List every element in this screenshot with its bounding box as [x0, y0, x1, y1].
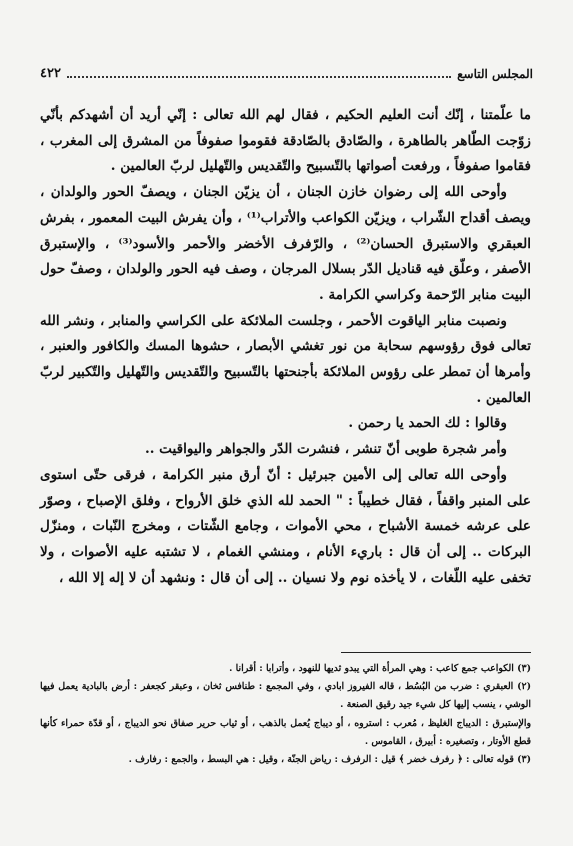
footnotes	[40, 660, 531, 769]
header-dotted-leader	[67, 76, 451, 78]
footnote-separator	[341, 652, 531, 653]
paragraph: ما علّمتنا ، إنّك أنت العليم الحكيم ، فقال لهم الله تعالى : إنّي أريد أن أشهدكم بأنّي زوّجت الطّاهر بالطاهرة ، والصّادق بالصّادقة فقوموا صفوفاً من المشرق إلى المغرب ، فقاموا صفوفاً ، ورفعت أصواتها بالتّسبيح والتّقديس والتّهليل لربّ العالمين .	[40, 107, 531, 175]
paragraph: وأوحى الله إلى رضوان خازن الجنان ، أن يزيّن الجنان ، ويصفّ الحور والولدان ، ويصف أقداح الشّراب ، ويزيّن الكواعب والأتراب⁽¹⁾ ، وأن يفرش البيت المعمور ، بفرش العبقري والاستبرق الحسان⁽²⁾ ، والرّفرف الأخضر والأحمر والأسود⁽³⁾ ، والإستبرق الأصفر ، وعلّق فيه قناديل الدّر بسلال المرجان ، وصف فيه الحور والولدان ، وصفّ حول البيت منابر الرّحمة وكراسي الكرامة .	[40, 184, 531, 303]
footnote: (٣) قوله تعالى : ﴿ رفرف خضر ﴾ قيل : الرفرف : رياض الجنّة ، وقيل : هي البسط ، والجمع : رفارف .	[128, 754, 531, 766]
paragraph: وقالوا : لك الحمد يا رحمن .	[348, 415, 507, 432]
footnote: (٢) العبقري : ضرب من البُسُط ، قاله الفيروز ابادي ، وفي المجمع : طنافس ثخان ، وعبقر كجعفر : أرض بالبادية يعمل فيها الوشي ، ينسب إليها كل شيء جيد رقيق الصنعة .	[40, 681, 531, 711]
paragraph: ونصبت منابر الياقوت الأحمر ، وجلست الملائكة على الكراسي والمنابر ، ونشر الله تعالى فوق رؤوسهم سحابة من نور تغشي الأبصار ، حشوها المسك والكافور والعنبر ، وأمرها أن تمطر على رؤوس الملائكة بأجنحتها بالتّسبيح والتّقديس والتّهليل والتّكبير لربّ العالمين .	[40, 312, 531, 406]
running-header	[40, 66, 533, 81]
chapter-title: المجلس التاسع	[457, 66, 533, 81]
footnote: (٣) الكواعب جمع كاعب : وهي المرأة التي يبدو ثديها للنهود ، وأترابا : أقرانا .	[229, 663, 531, 674]
paragraph: وأمر شجرة طوبى أنّ تنشر ، فنشرت الدّر والجواهر واليواقيت ..	[144, 441, 507, 458]
main-text	[40, 103, 531, 591]
footnote: والإستبرق : الديباج الغليظ ، مُعرب : استروه ، أو ديباج يُعمل بالذهب ، أو ثياب حرير صفاق نحو الديباج ، أو قدّة حمراء كأنها قطع الأوتار ، وتصغيره : أبيرق ، القاموس .	[40, 717, 531, 747]
paragraph: وأوحى الله تعالى إلى الأمين جبرئيل : أنّ أرق منبر الكرامة ، فرقى حتّى استوى على المنبر واقفاً ، فقال خطيباً : " الحمد لله الذي خلق الأرواح ، وفلق الإصباح ، وصوّر على عرشه خمسة الأشباح ، محي الأموات ، وجامع الشّتات ، ومخرج النّبات ، ومنزّل البركات .. إلى أن قال : باريء الأنام ، ومنشي الغمام ، لا تشتبه عليه الأصوات ، ولا تخفى عليه اللّغات ، لا يأخذه نوم ولا نسيان .. إلى أن قال : ونشهد أن لا إله إلا الله ،	[40, 466, 531, 586]
page-number: ٤٢٢	[40, 66, 61, 81]
